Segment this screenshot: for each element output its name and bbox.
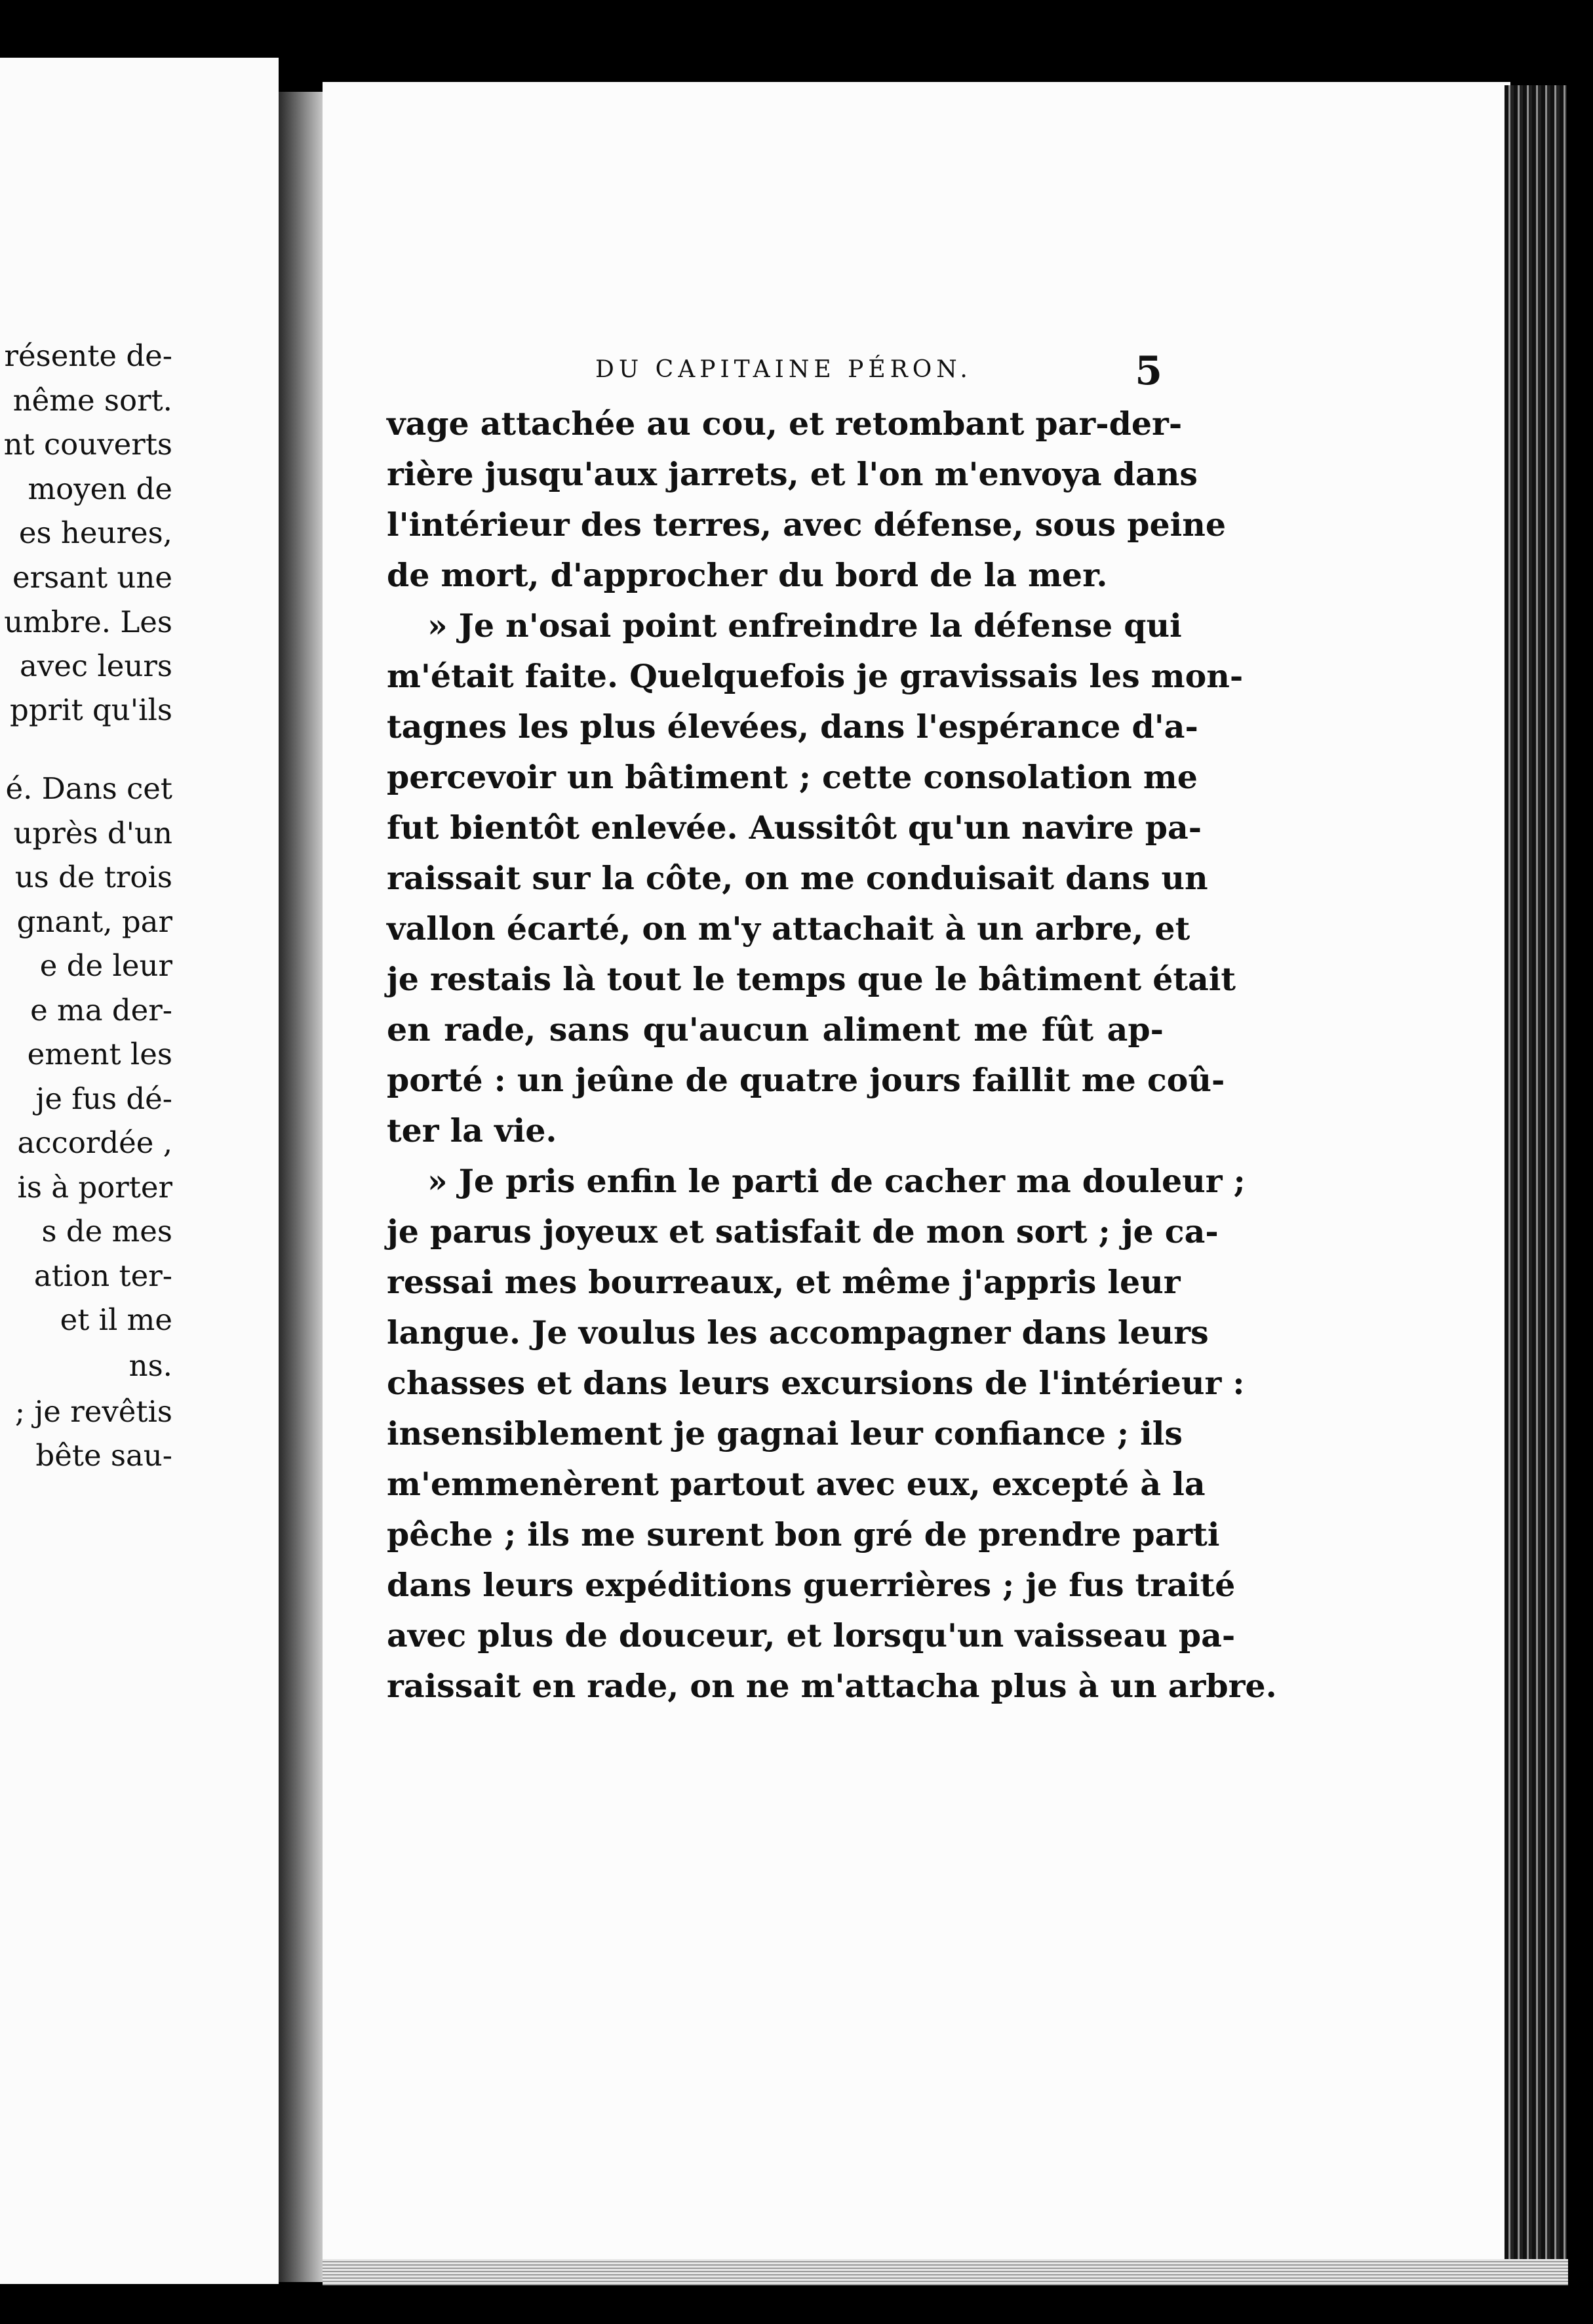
left-page bbox=[0, 58, 279, 2284]
left-page-line: e ma der- bbox=[30, 993, 172, 1028]
running-head: DU CAPITAINE PÉRON. bbox=[595, 356, 972, 383]
text-line: je parus joyeux et satisfait de mon sort ; je ca- bbox=[387, 1212, 1219, 1251]
left-page-line: umbre. Les bbox=[4, 605, 172, 639]
left-page-line: accordée , bbox=[17, 1125, 172, 1160]
page-edges bbox=[1504, 85, 1567, 2282]
left-page-line: us de trois bbox=[14, 860, 172, 894]
left-page-line: uprès d'un bbox=[13, 816, 172, 851]
left-page-line: ns. bbox=[128, 1348, 172, 1383]
left-page-line: pprit qu'ils bbox=[10, 692, 172, 727]
left-page-line: es heures, bbox=[18, 515, 172, 550]
text-line: tagnes les plus élevées, dans l'espérance d'a- bbox=[387, 708, 1198, 746]
text-line: rière jusqu'aux jarrets, et l'on m'envoya dans bbox=[387, 455, 1198, 493]
text-line: vage attachée au cou, et retombant par-der- bbox=[387, 405, 1183, 443]
text-line: insensiblement je gagnai leur confiance ; ils bbox=[387, 1414, 1183, 1452]
left-page-line: je fus dé- bbox=[35, 1081, 172, 1116]
left-page-line: moyen de bbox=[28, 471, 172, 506]
text-line: je restais là tout le temps que le bâtiment était bbox=[387, 960, 1236, 998]
text-line: m'était faite. Quelquefois je gravissais les mon- bbox=[387, 657, 1244, 695]
left-page-line: ersant une bbox=[12, 560, 172, 595]
left-page-line: bête sau- bbox=[35, 1438, 172, 1473]
text-line: en rade, sans qu'aucun aliment me fût ap- bbox=[387, 1011, 1164, 1049]
text-line: percevoir un bâtiment ; cette consolation me bbox=[387, 758, 1198, 796]
left-page-line: résente de- bbox=[4, 338, 172, 373]
left-page-line: ement les bbox=[27, 1037, 172, 1072]
bottom-page-edge bbox=[323, 2259, 1568, 2285]
text-line: ter la vie. bbox=[387, 1112, 557, 1150]
left-page-line: e de leur bbox=[39, 948, 172, 983]
left-page-line: nt couverts bbox=[3, 427, 172, 462]
text-line: m'emmenèrent partout avec eux, excepté à la bbox=[387, 1465, 1206, 1503]
text-line: pêche ; ils me surent bon gré de prendre parti bbox=[387, 1515, 1220, 1553]
text-line: l'intérieur des terres, avec défense, sous peine bbox=[387, 506, 1227, 544]
body-text bbox=[387, 399, 1277, 1712]
text-line: avec plus de douceur, et lorsqu'un vaisseau pa- bbox=[387, 1616, 1236, 1654]
left-page-line: is à porter bbox=[17, 1170, 172, 1205]
left-page-line: é. Dans cet bbox=[5, 771, 172, 806]
left-page-line: gnant, par bbox=[16, 904, 172, 939]
text-line: raissait sur la côte, on me conduisait dans un bbox=[387, 859, 1208, 897]
gutter-shadow bbox=[279, 92, 324, 2282]
left-page-line: ; je revêtis bbox=[14, 1394, 172, 1429]
text-line: langue. Je voulus les accompagner dans leurs bbox=[387, 1313, 1209, 1352]
left-page-line: avec leurs bbox=[20, 649, 172, 683]
text-line: » Je pris enfin le parti de cacher ma douleur ; bbox=[427, 1162, 1246, 1200]
left-page-line: nême sort. bbox=[12, 383, 172, 418]
text-line: vallon écarté, on m'y attachait à un arbre, et bbox=[387, 910, 1190, 948]
text-line: » Je n'osai point enfreindre la défense qui bbox=[427, 607, 1182, 645]
left-page-line: et il me bbox=[60, 1302, 172, 1337]
left-page-line: ation ter- bbox=[33, 1258, 172, 1293]
page-header bbox=[387, 348, 1164, 394]
page-number: 5 bbox=[1135, 348, 1162, 394]
text-line: ressai mes bourreaux, et même j'appris leur bbox=[387, 1263, 1181, 1301]
left-page-line: s de mes bbox=[41, 1214, 172, 1249]
text-line: fut bientôt enlevée. Aussitôt qu'un navire pa- bbox=[387, 809, 1202, 847]
text-line: de mort, d'approcher du bord de la mer. bbox=[387, 556, 1108, 594]
text-line: dans leurs expéditions guerrières ; je fus traité bbox=[387, 1566, 1236, 1604]
text-line: chasses et dans leurs excursions de l'intérieur : bbox=[387, 1364, 1245, 1402]
text-line: raissait en rade, on ne m'attacha plus à un arbre. bbox=[387, 1667, 1277, 1705]
text-line: porté : un jeûne de quatre jours faillit me coû- bbox=[387, 1061, 1225, 1099]
